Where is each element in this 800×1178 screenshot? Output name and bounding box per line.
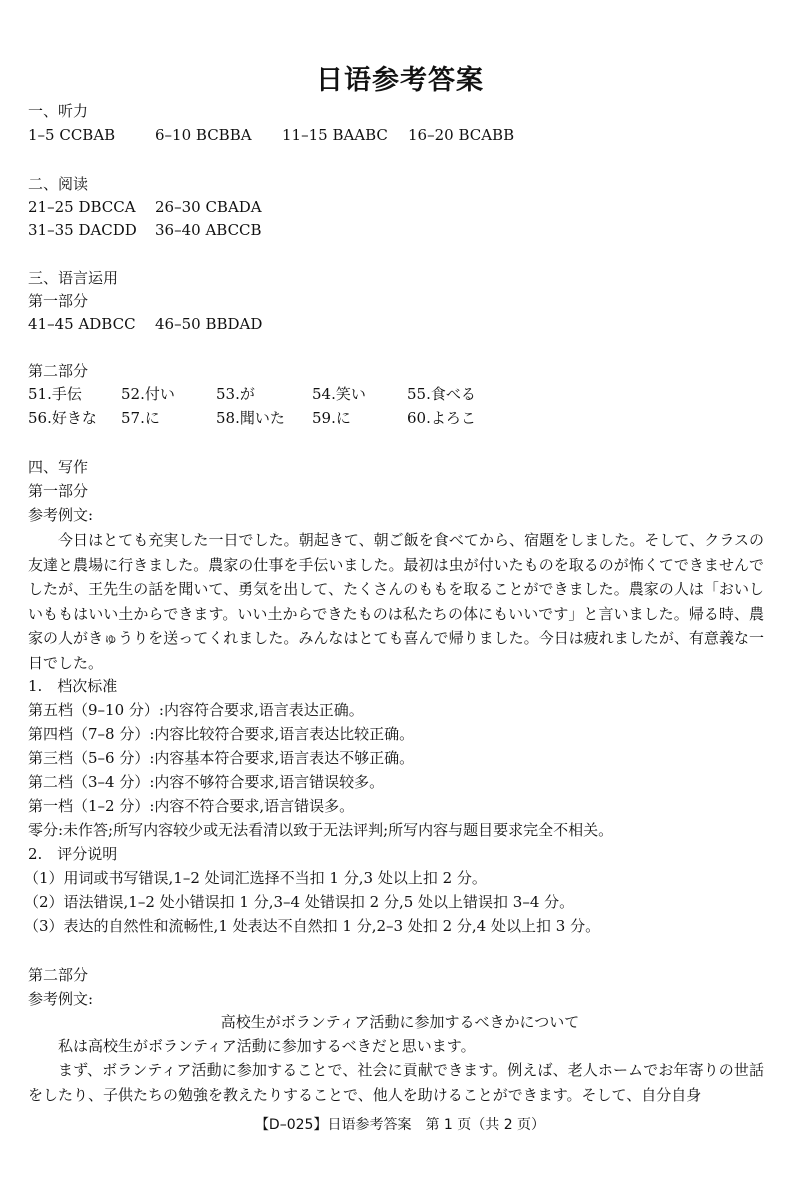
scoring-rule: （1）用词或书写错误,1–2 处词汇选择不当扣 1 分,3 处以上扣 2 分。 bbox=[24, 869, 487, 887]
part-label: 第二部分 bbox=[28, 966, 89, 984]
answer-group: 26–30 CBADA bbox=[155, 198, 262, 216]
answer-group: 31–35 DACDD bbox=[28, 221, 137, 239]
fill-answer: 54.笑い bbox=[312, 385, 366, 403]
part-label: 第二部分 bbox=[28, 362, 89, 380]
fill-answer: 51.手伝 bbox=[28, 385, 82, 403]
answer-group: 36–40 ABCCB bbox=[155, 221, 262, 239]
answer-group: 21–25 DBCCA bbox=[28, 198, 136, 216]
part-label: 第一部分 bbox=[28, 292, 89, 310]
fill-answer: 53.が bbox=[216, 385, 255, 403]
fill-answer: 52.付い bbox=[121, 385, 175, 403]
section-reading-heading: 二、阅读 bbox=[28, 175, 89, 193]
answer-group: 41–45 ADBCC bbox=[28, 315, 136, 333]
section-language-use-heading: 三、语言运用 bbox=[28, 269, 119, 287]
essay-2-title: 高校生がボランティア活動に参加するべきかについて bbox=[220, 1013, 580, 1031]
grade-row: 第二档（3–4 分）:内容不够符合要求,语言错误较多。 bbox=[28, 773, 385, 791]
grade-row: 第五档（9–10 分）:内容符合要求,语言表达正确。 bbox=[28, 701, 364, 719]
scoring-rule: （2）语法错误,1–2 处小错误扣 1 分,3–4 处错误扣 2 分,5 处以上错误扣 3–4 分。 bbox=[24, 893, 575, 911]
answer-group: 11–15 BAABC bbox=[282, 126, 388, 144]
grading-heading: 1. 档次标准 bbox=[28, 677, 118, 695]
essay-2-paragraph: 私は高校生がボランティア活動に参加するべきだと思います。 bbox=[58, 1037, 476, 1055]
essay-2-paragraph: まず、ボランティア活動に参加することで、社会に貢献できます。例えば、老人ホームでお年寄りの世話をしたり、子供たちの勉強を教えたりすることで、他人を助けることができます。そして、自分自身 bbox=[28, 1061, 764, 1104]
section-writing-heading: 四、写作 bbox=[28, 458, 89, 476]
fill-answer: 60.よろこ bbox=[407, 409, 476, 427]
grade-row: 第四档（7–8 分）:内容比较符合要求,语言表达比较正确。 bbox=[28, 725, 415, 743]
fill-answer: 59.に bbox=[312, 409, 351, 427]
answer-group: 16–20 BCABB bbox=[408, 126, 515, 144]
grade-row: 零分:未作答;所写内容较少或无法看清以致于无法评判;所写内容与题目要求完全不相关。 bbox=[28, 821, 614, 839]
fill-answer: 57.に bbox=[121, 409, 160, 427]
scoring-rule: （3）表达的自然性和流畅性,1 处表达不自然扣 1 分,2–3 处扣 2 分,4 处以上扣 3 分。 bbox=[24, 917, 601, 935]
page-title: 日语参考答案 bbox=[316, 65, 484, 96]
answer-group: 1–5 CCBAB bbox=[28, 126, 116, 144]
answer-group: 6–10 BCBBA bbox=[155, 126, 252, 144]
part-label: 第一部分 bbox=[28, 482, 89, 500]
example-label: 参考例文: bbox=[28, 990, 94, 1008]
fill-answer: 56.好きな bbox=[28, 409, 97, 427]
grade-row: 第一档（1–2 分）:内容不符合要求,语言错误多。 bbox=[28, 797, 355, 815]
answer-group: 46–50 BBDAD bbox=[155, 315, 263, 333]
example-label: 参考例文: bbox=[28, 506, 94, 524]
fill-answer: 55.食べる bbox=[407, 385, 476, 403]
grade-row: 第三档（5–6 分）:内容基本符合要求,语言表达不够正确。 bbox=[28, 749, 415, 767]
fill-answer: 58.聞いた bbox=[216, 409, 285, 427]
scoring-heading: 2. 评分说明 bbox=[28, 845, 118, 863]
sample-essay-1: 今日はとても充実した一日でした。朝起きて、朝ご飯を食べてから、宿題をしました。そして、クラスの友達と農場に行きました。農家の仕事を手伝いました。最初は虫が付いたものを取るのが怖くてできませんでしたが、王先生の話を聞いて、勇気を出して、たくさんのももを取ることができました。農家の人は「おいしいももはいい土からできます。いい土からできたものは私たちの体にもいいです」と言いました。帰る時、農家の人がきゅうりを送ってくれました。みんなはとても喜んで帰りました。今日は疲れましたが、有意義な一日でした。 bbox=[28, 531, 764, 672]
page-footer: 【D–025】日语参考答案 第 1 页（共 2 页） bbox=[254, 1117, 546, 1133]
section-listening-heading: 一、听力 bbox=[28, 102, 89, 120]
